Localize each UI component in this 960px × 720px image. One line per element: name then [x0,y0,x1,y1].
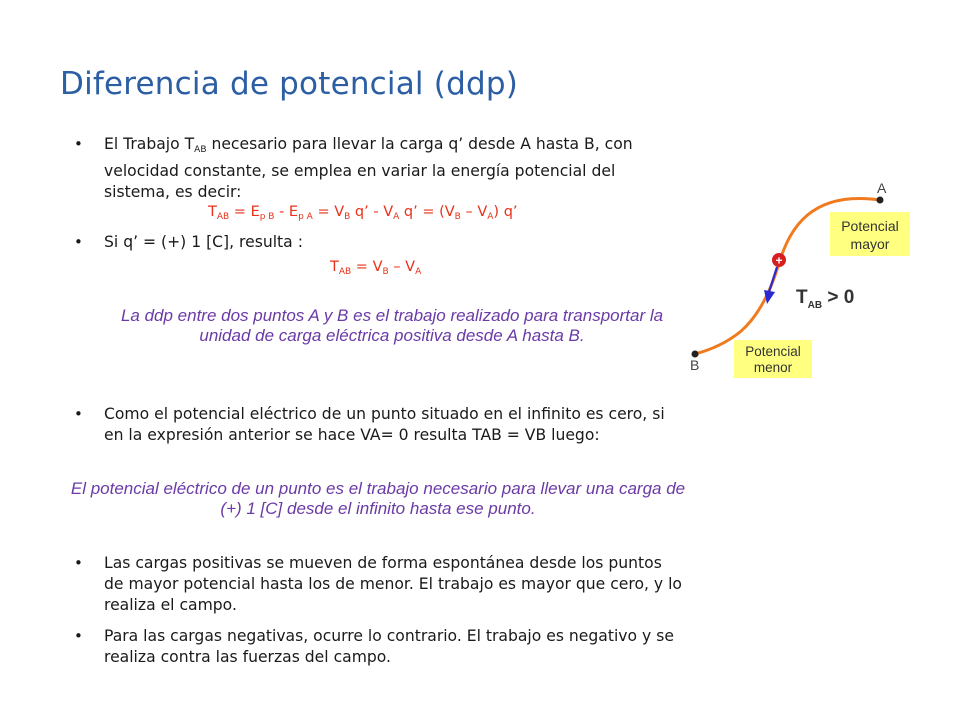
work-label [796,287,854,311]
formula-sub: B [382,267,389,277]
formula-part: = E [229,204,260,220]
formula-sub: B [344,212,351,222]
formula-part: – V [460,204,488,220]
force-arrow-shaft [769,267,777,292]
work-label-t: T [796,287,808,308]
high-potential-label-line2: mayor [850,236,890,252]
formula-sub: A [393,212,400,222]
bullet-positive-charges: • Las cargas positivas se mueven de forma espontánea desde los puntos de mayor potencial hasta los de menor. El trabajo es mayor que cero, y lo realiza el campo. [104,553,684,616]
formula-part: q’ = (V [399,204,455,220]
high-potential-label-line1: Potencial [841,218,899,234]
force-arrow-head [764,290,775,304]
formula-sub: B [454,212,461,222]
formula-part: - E [274,204,299,220]
formula-part: = V [312,204,345,220]
formula-part: T [208,204,217,220]
formula-part: – V [388,259,416,275]
bullet-text: El Trabajo T [104,135,195,153]
work-label-relation: > 0 [822,287,855,308]
point-b-label: B [690,357,700,373]
bullet-text: necesario para llevar la carga q’ desde A hasta B, con velocidad constante, se emplea en variar la energía potencial del sistema, es decir: [104,135,633,201]
point-a-marker [877,197,884,204]
ddp-definition: La ddp entre dos puntos A y B es el trabajo realizado para transportar la unidad de carga eléctrica positiva desde A hasta B. [120,306,664,345]
formula-sub: p A [298,212,313,222]
bullet-work-definition [104,134,684,203]
point-a-label: A [877,180,887,196]
subscript: AB [194,145,207,155]
bullet-infinity-potential: • Como el potencial eléctrico de un punto situado en el infinito es cero, si en la expresión anterior se hace VA= 0 resulta TAB = VB luego: [104,404,684,446]
formula-sub: AB [216,212,230,222]
formula-ddp [330,259,421,277]
bullet-unit-charge: • Si q’ = (+) 1 [C], resulta : [104,232,684,253]
formula-sub: p B [259,212,275,222]
formula-part: = V [351,259,383,275]
formula-part: q’ - V [350,204,394,220]
positive-charge-sign: + [775,253,783,268]
potential-diagram [680,170,920,390]
formula-part: ) q’ [493,204,518,220]
bullet-negative-charges: • Para las cargas negativas, ocurre lo contrario. El trabajo es negativo y se realiza contra las fuerzas del campo. [104,626,684,668]
low-potential-label-line2: menor [753,360,793,375]
formula-work-energy [208,204,518,222]
potential-definition: El potencial eléctrico de un punto es el trabajo necesario para llevar una carga de (+) 1 [C] desde el infinito hasta ese punto. [70,479,686,518]
formula-sub: A [415,267,422,277]
page-title: Diferencia de potencial (ddp) [60,66,519,102]
low-potential-label-line1: Potencial [745,344,801,359]
work-label-sub: AB [807,300,823,311]
formula-sub: AB [338,267,352,277]
formula-sub: A [487,212,494,222]
formula-part: T [330,259,339,275]
